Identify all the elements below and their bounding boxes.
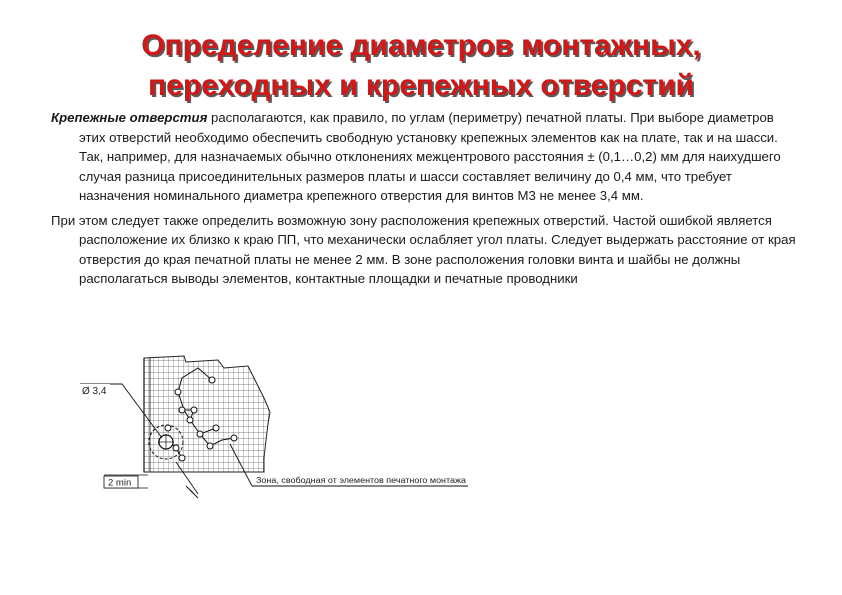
- pcb-corner-figure: [78, 348, 478, 513]
- zone-label: Зона, свободная от элементов печатного монтажа: [256, 476, 467, 485]
- diameter-label: Ø 3,4: [82, 386, 107, 397]
- pcb-drawing: [78, 348, 478, 513]
- paragraph-hole-zone: [51, 211, 799, 289]
- paragraph-1-text: располагаются, как правило, по углам (периметру) печатной платы. При выборе диаметров этих отверстий необходимо обеспечить свободную установку крепежных элементов как на плате, так и на шасси. Так, например, для назначаемых обычно отклонениях межцентрового расстояния ± (0,1…0,2) мм для наихудшего случая разница присоединительных размеров платы и шасси составляет величину до 0,4 мм, что требует назначения номинального диаметра крепежного отверстия для винтов М3 не менее 3,4 мм.: [79, 110, 781, 203]
- term-fastening-holes: Крепежные отверстия: [51, 110, 208, 125]
- distance-label: 2 min: [108, 477, 132, 489]
- paragraph-2-text: При этом следует также определить возможную зону расположения крепежных отверстий. Частой ошибкой является расположение их близко к краю ПП, что механически ослабляет угол платы. Следует выдержать расстояние от края отверстия до края печатной платы не менее 2 мм. В зоне расположения головки винта и шайбы не должны располагаться выводы элементов, контактные площадки и печатные проводники: [51, 212, 796, 286]
- slide-title: [40, 26, 802, 106]
- pcb-board: [144, 356, 270, 472]
- paragraph-fastening-holes: [51, 108, 799, 206]
- body-text: [51, 108, 799, 289]
- zone-callout: [230, 444, 468, 486]
- title-line-1: Определение диаметров монтажных,: [141, 29, 701, 62]
- title-line-2: переходных и крепежных отверстий: [148, 69, 694, 102]
